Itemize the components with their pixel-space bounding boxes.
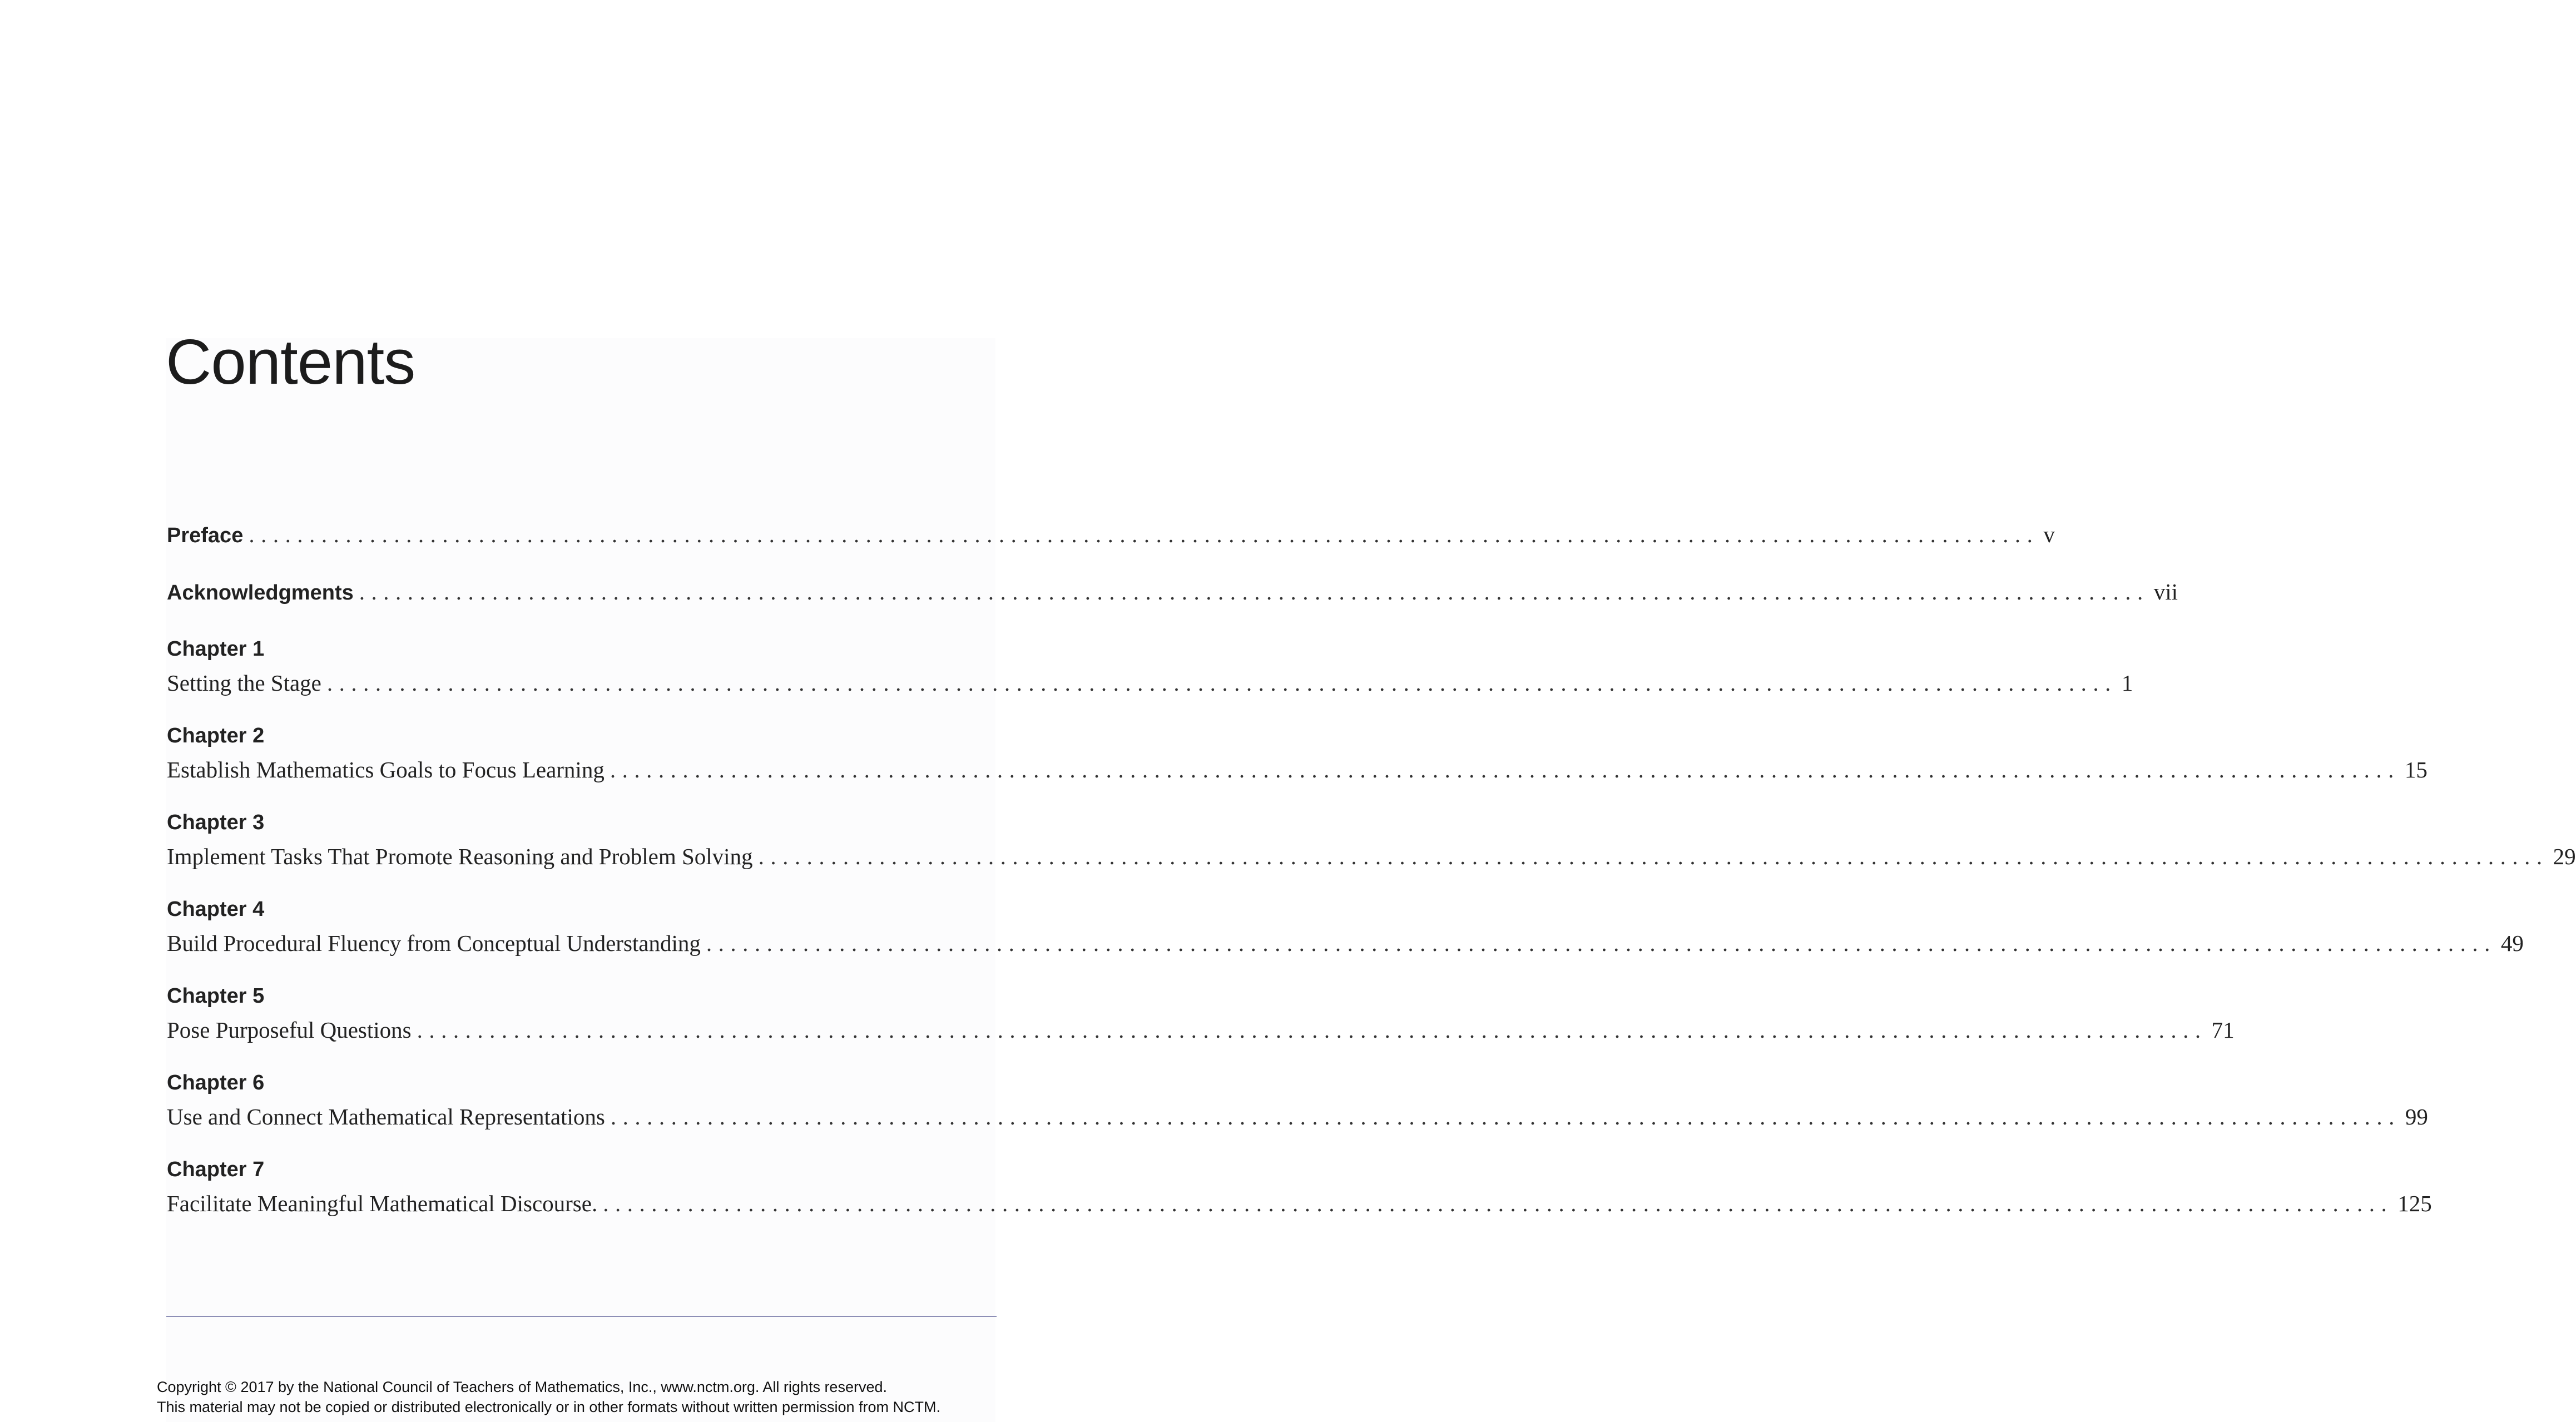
dot-leader: .................................................................................................................................................... (249, 522, 2039, 547)
toc-entry-label: Preface (167, 524, 244, 547)
permission-line: This material may not be copied or distributed electronically or in other formats without written permission from NCTM. (157, 1399, 941, 1415)
chapter-label: Chapter 1 (167, 637, 265, 661)
dot-leader: .................................................................................................................................................... (359, 579, 2149, 605)
toc-entry-chapter-6[interactable] (167, 1102, 2428, 1131)
toc-page-number: 1 (2121, 670, 2133, 696)
toc-entry-title: Build Procedural Fluency from Conceptual Understanding (167, 930, 701, 956)
toc-page-number: 125 (2397, 1191, 2432, 1216)
toc-page-number: 71 (2211, 1017, 2235, 1043)
toc-page-number: 29 (2553, 844, 2576, 869)
toc-page-number: 99 (2405, 1104, 2428, 1129)
dot-leader: .................................................................................................................................................... (603, 1191, 2394, 1216)
toc-entry-chapter-1[interactable] (167, 668, 2133, 697)
chapter-label: Chapter 4 (167, 898, 265, 921)
toc-entry-chapter-2[interactable] (167, 755, 2428, 784)
page-title: Contents (166, 327, 415, 398)
toc-entry-label: Acknowledgments (167, 581, 354, 605)
toc-entry-title: Facilitate Meaningful Mathematical Discourse. (167, 1191, 598, 1216)
toc-page-number: vii (2153, 579, 2178, 605)
toc-entry-chapter-4[interactable] (167, 929, 2524, 958)
toc-entry-title: Pose Purposeful Questions (167, 1017, 412, 1043)
copyright-notice (157, 1377, 940, 1417)
chapter-label: Chapter 7 (167, 1158, 265, 1181)
chapter-label: Chapter 3 (167, 811, 265, 834)
toc-entry-chapter-5[interactable] (167, 1015, 2235, 1044)
toc-page-number: v (2043, 522, 2055, 547)
chapter-label: Chapter 2 (167, 724, 265, 747)
toc-entry-title: Setting the Stage (167, 670, 321, 696)
toc-entry-preface[interactable] (167, 520, 2055, 550)
dot-leader: .................................................................................................................................................... (610, 1104, 2401, 1129)
toc-entry-title: Establish Mathematics Goals to Focus Learning (167, 757, 605, 782)
chapter-label: Chapter 5 (167, 984, 265, 1008)
dot-leader: .................................................................................................................................................... (610, 757, 2400, 782)
toc-page-number: 49 (2500, 930, 2524, 956)
dot-leader: .................................................................................................................................................... (758, 844, 2549, 869)
copyright-line: Copyright © 2017 by the National Council of Teachers of Mathematics, Inc., www.nctm.org. All rights reserved. (157, 1379, 887, 1395)
content-panel (166, 338, 995, 1422)
dot-leader: .................................................................................................................................................... (417, 1017, 2207, 1043)
dot-leader: .................................................................................................................................................... (706, 930, 2496, 956)
footer-divider (166, 1316, 997, 1317)
chapter-label: Chapter 6 (167, 1071, 265, 1094)
toc-entry-acknowledgments[interactable] (167, 577, 2178, 607)
toc-page-number: 15 (2404, 757, 2428, 782)
toc-entry-title: Implement Tasks That Promote Reasoning and Problem Solving (167, 844, 753, 869)
toc-entry-title: Use and Connect Mathematical Representations (167, 1104, 605, 1129)
dot-leader: .................................................................................................................................................... (326, 670, 2117, 696)
toc-entry-chapter-7[interactable] (167, 1189, 2432, 1218)
toc-entry-chapter-3[interactable] (167, 842, 2576, 871)
